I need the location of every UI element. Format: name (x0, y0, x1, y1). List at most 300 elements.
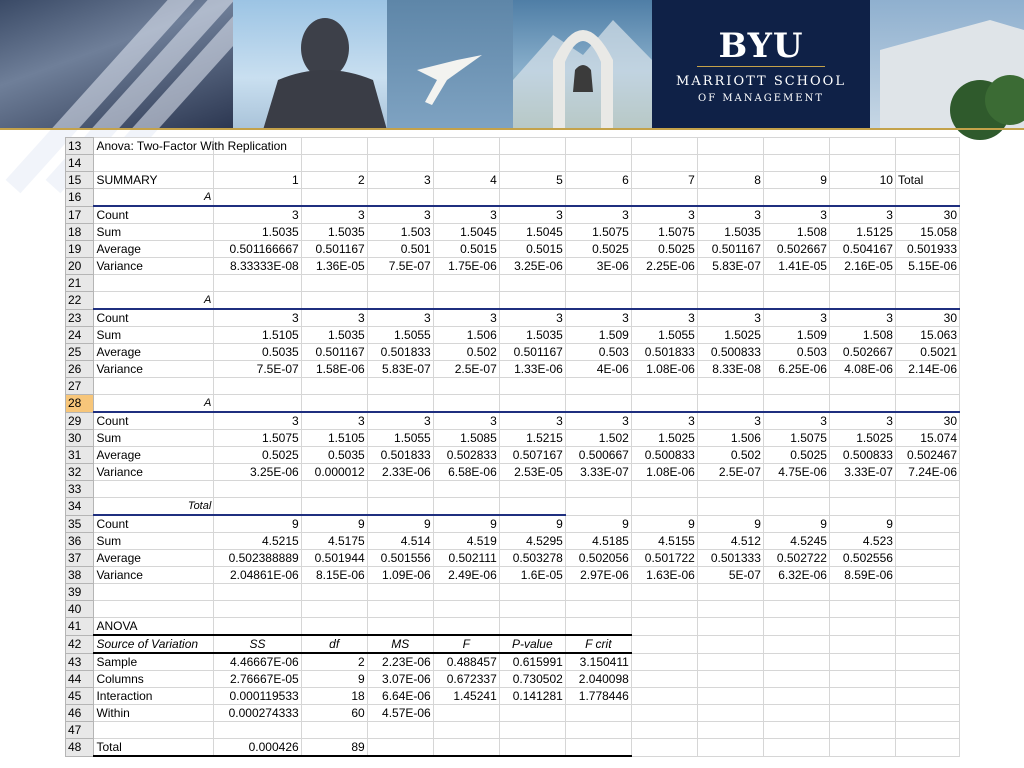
cell[interactable]: 0.503278 (499, 550, 565, 567)
cell[interactable]: 0.501944 (301, 550, 367, 567)
cell[interactable]: 0.500833 (631, 447, 697, 464)
cell[interactable] (697, 705, 763, 722)
cell[interactable] (433, 189, 499, 207)
cell[interactable] (631, 275, 697, 292)
row-header[interactable]: 17 (66, 206, 94, 224)
cell[interactable]: ANOVA (94, 618, 214, 636)
cell[interactable]: 9 (301, 515, 367, 533)
cell[interactable] (631, 688, 697, 705)
cell[interactable]: Within (94, 705, 214, 722)
cell[interactable]: 0.502667 (763, 241, 829, 258)
cell[interactable] (829, 378, 895, 395)
cell[interactable]: 3 (829, 309, 895, 327)
cell[interactable] (367, 618, 433, 636)
cell[interactable]: 0.501167 (697, 241, 763, 258)
row-header[interactable]: 38 (66, 567, 94, 584)
cell[interactable] (829, 618, 895, 636)
cell[interactable]: 1.5025 (829, 430, 895, 447)
cell[interactable]: 1.506 (697, 430, 763, 447)
cell[interactable] (763, 498, 829, 516)
cell[interactable]: 8.15E-06 (301, 567, 367, 584)
cell[interactable]: 9 (367, 515, 433, 533)
cell[interactable]: 0.502111 (433, 550, 499, 567)
cell[interactable] (829, 584, 895, 601)
cell[interactable]: 9 (301, 671, 367, 688)
cell[interactable]: 4.5175 (301, 533, 367, 550)
cell[interactable] (433, 601, 499, 618)
cell[interactable]: Variance (94, 258, 214, 275)
cell[interactable]: 1.5075 (763, 430, 829, 447)
cell[interactable] (94, 722, 214, 739)
cell[interactable]: 0.5015 (499, 241, 565, 258)
cell[interactable]: Total (94, 739, 214, 757)
cell[interactable] (301, 189, 367, 207)
cell[interactable]: A (94, 292, 214, 310)
cell[interactable] (895, 584, 959, 601)
cell[interactable]: Variance (94, 464, 214, 481)
cell[interactable]: 3.25E-06 (214, 464, 301, 481)
cell[interactable]: 7.5E-07 (367, 258, 433, 275)
cell[interactable]: 3.07E-06 (367, 671, 433, 688)
cell[interactable] (214, 395, 301, 413)
cell[interactable]: 0.5025 (565, 241, 631, 258)
cell[interactable]: 2.23E-06 (367, 653, 433, 671)
cell[interactable] (697, 618, 763, 636)
cell[interactable]: Variance (94, 567, 214, 584)
cell[interactable] (895, 498, 959, 516)
cell[interactable]: 2.97E-06 (565, 567, 631, 584)
cell[interactable] (697, 292, 763, 310)
row-header[interactable]: 16 (66, 189, 94, 207)
cell[interactable] (499, 275, 565, 292)
cell[interactable] (301, 275, 367, 292)
cell[interactable] (433, 378, 499, 395)
cell[interactable]: 0.000012 (301, 464, 367, 481)
cell[interactable] (631, 155, 697, 172)
cell[interactable] (499, 498, 565, 516)
cell[interactable]: 7 (631, 172, 697, 189)
row-header[interactable]: 34 (66, 498, 94, 516)
cell[interactable]: 0.5025 (214, 447, 301, 464)
cell[interactable]: 1.08E-06 (631, 464, 697, 481)
cell[interactable] (697, 138, 763, 155)
cell[interactable]: 0.5021 (895, 344, 959, 361)
cell[interactable] (763, 138, 829, 155)
cell[interactable]: 3 (367, 206, 433, 224)
cell[interactable] (214, 292, 301, 310)
cell[interactable]: 1.45241 (433, 688, 499, 705)
cell[interactable] (367, 189, 433, 207)
cell[interactable]: 1.509 (565, 327, 631, 344)
cell[interactable]: Sum (94, 430, 214, 447)
cell[interactable]: 0.501166667 (214, 241, 301, 258)
cell[interactable] (895, 138, 959, 155)
cell[interactable]: 1.5045 (499, 224, 565, 241)
cell[interactable]: 1.33E-06 (499, 361, 565, 378)
cell[interactable]: 0.503 (763, 344, 829, 361)
cell[interactable]: 3 (631, 206, 697, 224)
cell[interactable] (763, 653, 829, 671)
cell[interactable]: 4.5295 (499, 533, 565, 550)
cell[interactable] (631, 481, 697, 498)
cell[interactable] (301, 722, 367, 739)
row-header[interactable]: 23 (66, 309, 94, 327)
cell[interactable]: 0.501333 (697, 550, 763, 567)
cell[interactable]: 8.33333E-08 (214, 258, 301, 275)
cell[interactable]: 0.488457 (433, 653, 499, 671)
cell[interactable]: 3 (367, 309, 433, 327)
cell[interactable] (565, 705, 631, 722)
cell[interactable] (829, 601, 895, 618)
cell[interactable]: 0.615991 (499, 653, 565, 671)
cell[interactable]: 3 (433, 309, 499, 327)
row-header[interactable]: 42 (66, 635, 94, 653)
cell[interactable] (895, 635, 959, 653)
cell[interactable]: 3 (631, 309, 697, 327)
cell[interactable]: 1.5215 (499, 430, 565, 447)
row-header[interactable]: 37 (66, 550, 94, 567)
row-header[interactable]: 20 (66, 258, 94, 275)
cell[interactable]: 0.500833 (829, 447, 895, 464)
row-header[interactable]: 21 (66, 275, 94, 292)
row-header[interactable]: 48 (66, 739, 94, 757)
cell[interactable]: SS (214, 635, 301, 653)
cell[interactable] (433, 481, 499, 498)
cell[interactable] (763, 722, 829, 739)
cell[interactable]: 89 (301, 739, 367, 757)
cell[interactable] (499, 138, 565, 155)
cell[interactable]: 0.5035 (301, 447, 367, 464)
cell[interactable] (763, 481, 829, 498)
cell[interactable]: 9 (763, 515, 829, 533)
cell[interactable]: 6.64E-06 (367, 688, 433, 705)
cell[interactable] (829, 395, 895, 413)
cell[interactable]: 1.508 (829, 327, 895, 344)
cell[interactable]: A (94, 189, 214, 207)
cell[interactable]: 3 (214, 206, 301, 224)
cell[interactable]: Average (94, 447, 214, 464)
cell[interactable] (214, 275, 301, 292)
cell[interactable]: 1.5055 (367, 430, 433, 447)
cell[interactable]: 3 (697, 412, 763, 430)
cell[interactable]: 4E-06 (565, 361, 631, 378)
cell[interactable] (697, 378, 763, 395)
cell[interactable]: 0.501833 (631, 344, 697, 361)
cell[interactable]: 0.501722 (631, 550, 697, 567)
cell[interactable]: 2.53E-05 (499, 464, 565, 481)
cell[interactable]: 4.75E-06 (763, 464, 829, 481)
cell[interactable] (433, 395, 499, 413)
cell[interactable] (895, 567, 959, 584)
cell[interactable] (829, 688, 895, 705)
cell[interactable] (433, 739, 499, 757)
cell[interactable]: Variance (94, 361, 214, 378)
cell[interactable] (214, 481, 301, 498)
cell[interactable]: 0.501 (367, 241, 433, 258)
cell[interactable]: 8 (697, 172, 763, 189)
cell[interactable] (499, 395, 565, 413)
cell[interactable] (697, 155, 763, 172)
cell[interactable] (565, 395, 631, 413)
cell[interactable] (763, 189, 829, 207)
cell[interactable] (367, 498, 433, 516)
cell[interactable]: 0.502556 (829, 550, 895, 567)
cell[interactable] (433, 618, 499, 636)
cell[interactable]: 5.83E-07 (697, 258, 763, 275)
row-header[interactable]: 45 (66, 688, 94, 705)
cell[interactable] (697, 481, 763, 498)
cell[interactable]: 1.5105 (301, 430, 367, 447)
cell[interactable] (565, 292, 631, 310)
cell[interactable]: 5.15E-06 (895, 258, 959, 275)
cell[interactable] (829, 189, 895, 207)
cell[interactable] (301, 155, 367, 172)
cell[interactable]: 3.33E-07 (565, 464, 631, 481)
cell[interactable] (631, 601, 697, 618)
cell[interactable]: F (433, 635, 499, 653)
cell[interactable] (697, 584, 763, 601)
cell[interactable] (895, 705, 959, 722)
cell[interactable]: 1 (214, 172, 301, 189)
cell[interactable] (895, 189, 959, 207)
cell[interactable]: 1.63E-06 (631, 567, 697, 584)
row-header[interactable]: 28 (66, 395, 94, 413)
cell[interactable] (94, 275, 214, 292)
cell[interactable] (895, 275, 959, 292)
cell[interactable] (895, 671, 959, 688)
cell[interactable]: 1.41E-05 (763, 258, 829, 275)
cell[interactable]: 4.5155 (631, 533, 697, 550)
cell[interactable] (697, 671, 763, 688)
cell[interactable] (697, 275, 763, 292)
cell[interactable] (565, 618, 631, 636)
cell[interactable] (565, 601, 631, 618)
cell[interactable] (895, 550, 959, 567)
cell[interactable]: 3 (499, 412, 565, 430)
cell[interactable] (565, 584, 631, 601)
cell[interactable] (829, 722, 895, 739)
cell[interactable]: Count (94, 309, 214, 327)
cell[interactable] (565, 189, 631, 207)
row-header[interactable]: 39 (66, 584, 94, 601)
cell[interactable]: 0.501167 (301, 344, 367, 361)
cell[interactable] (763, 739, 829, 757)
cell[interactable] (829, 671, 895, 688)
cell[interactable]: Count (94, 412, 214, 430)
cell[interactable] (301, 395, 367, 413)
cell[interactable] (367, 584, 433, 601)
cell[interactable] (895, 155, 959, 172)
cell[interactable] (895, 481, 959, 498)
cell[interactable] (763, 671, 829, 688)
cell[interactable] (631, 498, 697, 516)
cell[interactable]: Count (94, 515, 214, 533)
cell[interactable]: 2.25E-06 (631, 258, 697, 275)
cell[interactable]: 4.5215 (214, 533, 301, 550)
cell[interactable] (499, 601, 565, 618)
cell[interactable]: 0.5035 (214, 344, 301, 361)
cell[interactable]: 0.500833 (697, 344, 763, 361)
cell[interactable]: 3 (829, 206, 895, 224)
cell[interactable] (895, 688, 959, 705)
row-header[interactable]: 26 (66, 361, 94, 378)
cell[interactable] (697, 189, 763, 207)
cell[interactable]: Columns (94, 671, 214, 688)
cell[interactable] (631, 584, 697, 601)
cell[interactable] (829, 138, 895, 155)
cell[interactable]: 3 (301, 309, 367, 327)
cell[interactable]: 2.040098 (565, 671, 631, 688)
cell[interactable] (763, 601, 829, 618)
cell[interactable]: 2.04861E-06 (214, 567, 301, 584)
cell[interactable] (697, 688, 763, 705)
cell[interactable]: Average (94, 241, 214, 258)
cell[interactable] (367, 722, 433, 739)
cell[interactable] (499, 618, 565, 636)
cell[interactable] (631, 705, 697, 722)
cell[interactable] (565, 739, 631, 757)
cell[interactable] (697, 739, 763, 757)
cell[interactable]: 0.502667 (829, 344, 895, 361)
cell[interactable] (367, 292, 433, 310)
row-header[interactable]: 19 (66, 241, 94, 258)
cell[interactable] (499, 705, 565, 722)
cell[interactable]: 9 (499, 515, 565, 533)
row-header[interactable]: 41 (66, 618, 94, 636)
cell[interactable]: 3 (433, 206, 499, 224)
cell[interactable]: 4.523 (829, 533, 895, 550)
cell[interactable]: 4.5185 (565, 533, 631, 550)
cell[interactable]: 2.49E-06 (433, 567, 499, 584)
cell[interactable]: 5.83E-07 (367, 361, 433, 378)
cell[interactable]: 1.503 (367, 224, 433, 241)
cell[interactable]: Average (94, 344, 214, 361)
cell[interactable]: 9 (214, 515, 301, 533)
cell[interactable] (829, 705, 895, 722)
cell[interactable]: 2.5E-07 (697, 464, 763, 481)
cell[interactable] (829, 653, 895, 671)
cell[interactable]: 3 (301, 206, 367, 224)
cell[interactable]: 1.5055 (631, 327, 697, 344)
cell[interactable]: 2.5E-07 (433, 361, 499, 378)
row-header[interactable]: 22 (66, 292, 94, 310)
cell[interactable]: 0.141281 (499, 688, 565, 705)
cell[interactable] (565, 498, 631, 516)
cell[interactable] (214, 584, 301, 601)
cell[interactable]: 9 (763, 172, 829, 189)
cell[interactable]: 2 (301, 653, 367, 671)
cell[interactable] (763, 618, 829, 636)
cell[interactable] (214, 601, 301, 618)
cell[interactable] (367, 155, 433, 172)
cell[interactable]: 3 (565, 412, 631, 430)
cell[interactable] (214, 618, 301, 636)
cell[interactable]: 30 (895, 206, 959, 224)
cell[interactable]: 0.000274333 (214, 705, 301, 722)
cell[interactable]: 1.5035 (697, 224, 763, 241)
cell[interactable] (763, 705, 829, 722)
cell[interactable]: 60 (301, 705, 367, 722)
cell[interactable] (94, 481, 214, 498)
cell[interactable]: 6.25E-06 (763, 361, 829, 378)
cell[interactable]: 8.33E-08 (697, 361, 763, 378)
cell[interactable]: 1.5125 (829, 224, 895, 241)
cell[interactable]: 1.508 (763, 224, 829, 241)
cell[interactable]: 1.5075 (565, 224, 631, 241)
row-header[interactable]: 18 (66, 224, 94, 241)
cell[interactable] (301, 292, 367, 310)
cell[interactable] (763, 584, 829, 601)
cell[interactable] (895, 378, 959, 395)
cell[interactable]: 2.33E-06 (367, 464, 433, 481)
cell[interactable] (631, 635, 697, 653)
cell[interactable]: 0.502 (697, 447, 763, 464)
row-header[interactable]: 13 (66, 138, 94, 155)
cell[interactable]: 1.502 (565, 430, 631, 447)
row-header[interactable]: 44 (66, 671, 94, 688)
cell[interactable]: 5E-07 (697, 567, 763, 584)
cell[interactable]: 3 (301, 412, 367, 430)
cell[interactable]: 0.501833 (367, 344, 433, 361)
cell[interactable] (697, 498, 763, 516)
cell[interactable] (829, 292, 895, 310)
cell[interactable]: 0.5025 (631, 241, 697, 258)
cell[interactable] (214, 155, 301, 172)
cell[interactable] (697, 601, 763, 618)
cell[interactable]: 1.36E-05 (301, 258, 367, 275)
cell[interactable] (499, 292, 565, 310)
cell[interactable]: 3 (763, 309, 829, 327)
row-header[interactable]: 27 (66, 378, 94, 395)
cell[interactable] (631, 739, 697, 757)
cell[interactable] (763, 688, 829, 705)
cell[interactable] (895, 601, 959, 618)
cell[interactable] (895, 533, 959, 550)
cell[interactable]: 15.063 (895, 327, 959, 344)
cell[interactable]: 0.5025 (763, 447, 829, 464)
cell[interactable]: 3 (829, 412, 895, 430)
cell[interactable] (301, 481, 367, 498)
cell[interactable]: 0.502833 (433, 447, 499, 464)
cell[interactable]: 10 (829, 172, 895, 189)
row-header[interactable]: 25 (66, 344, 94, 361)
cell[interactable] (763, 292, 829, 310)
cell[interactable]: 0.504167 (829, 241, 895, 258)
cell[interactable] (367, 378, 433, 395)
cell[interactable]: P-value (499, 635, 565, 653)
cell[interactable] (763, 378, 829, 395)
cell[interactable]: 1.509 (763, 327, 829, 344)
cell[interactable] (433, 498, 499, 516)
cell[interactable]: 1.778446 (565, 688, 631, 705)
cell[interactable] (565, 378, 631, 395)
cell[interactable]: Sample (94, 653, 214, 671)
cell[interactable] (697, 395, 763, 413)
cell[interactable]: 3 (433, 412, 499, 430)
cell[interactable] (301, 618, 367, 636)
cell[interactable]: 2 (301, 172, 367, 189)
cell[interactable]: 3 (367, 172, 433, 189)
row-header[interactable]: 46 (66, 705, 94, 722)
cell[interactable]: 6 (565, 172, 631, 189)
cell[interactable] (433, 275, 499, 292)
cell[interactable] (829, 481, 895, 498)
cell[interactable]: 9 (631, 515, 697, 533)
cell[interactable]: Total (94, 498, 214, 516)
row-header[interactable]: 47 (66, 722, 94, 739)
cell[interactable]: 3 (763, 206, 829, 224)
cell[interactable]: 3 (367, 412, 433, 430)
